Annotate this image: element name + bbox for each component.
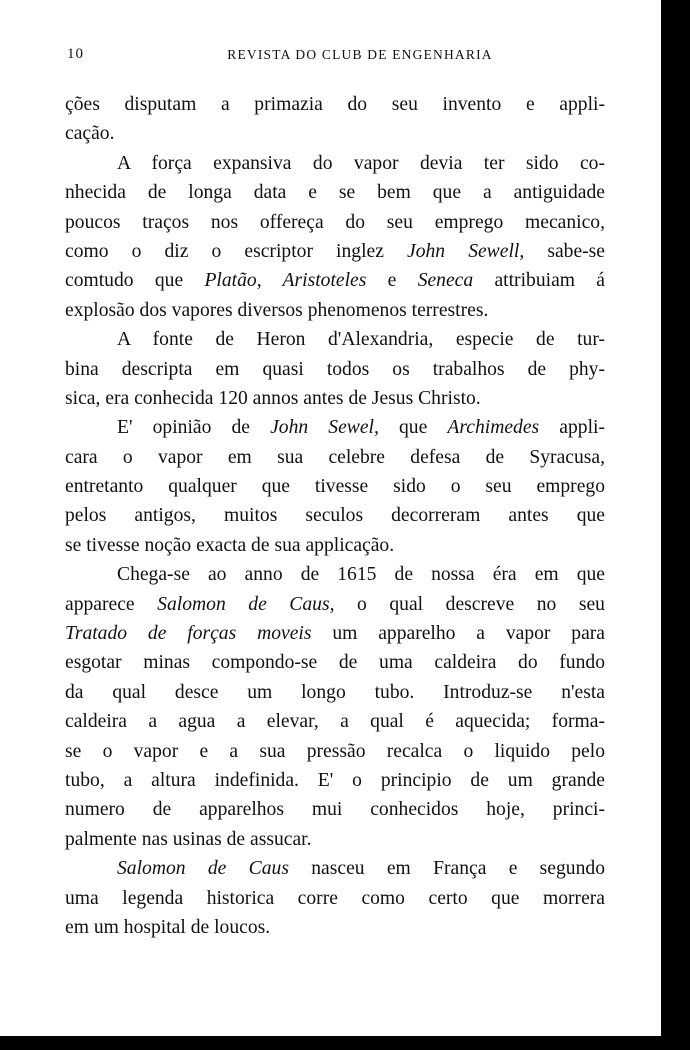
text-line: tubo, a altura indefinida. E' o principio de um grande — [65, 769, 605, 791]
text-run: nasceu em França e segundo — [288, 858, 605, 880]
text-run: que — [378, 417, 448, 439]
text-line: Chega-se ao anno de 1615 de nossa éra em que — [117, 564, 605, 586]
text-line: ções disputam a primazia do seu invento e appli- — [65, 94, 605, 115]
text-run: appli- — [539, 417, 605, 439]
text-run: apparece — [65, 593, 158, 615]
text-run: attribuiam á — [473, 270, 606, 292]
text-line: bina descripta em quasi todos os trabalhos de phy- — [65, 358, 605, 380]
running-title: REVISTA DO CLUB DE ENGENHARIA — [227, 47, 493, 62]
body-text — [65, 90, 605, 942]
text-line: poucos traços nos offereça do seu emprego mecanico, — [65, 211, 605, 233]
text-run: sabe-se — [524, 240, 605, 262]
text-line: entretanto qualquer que tivesse sido o seu emprego — [65, 476, 605, 498]
text-run: o qual descreve no seu — [334, 593, 605, 615]
text-line — [65, 619, 605, 648]
italic-phrase: Seneca — [417, 270, 474, 292]
text-line: sica, era conhecida 120 annos antes de Jesus Christo. — [65, 387, 481, 409]
text-line: A fonte de Heron d'Alexandria, especie de tur- — [117, 329, 605, 351]
italic-phrase: Tratado de forças moveis — [65, 623, 312, 645]
page-edge-gap — [647, 0, 661, 1036]
italic-phrase: Archimedes — [447, 417, 540, 439]
italic-phrase: Platão, Aristoteles — [204, 270, 367, 292]
text-run: comtudo que — [65, 270, 205, 292]
text-run: E' opinião de — [117, 417, 271, 439]
text-line: em um hospital de loucos. — [65, 916, 271, 938]
text-line: se tivesse noção exacta de sua applicação. — [65, 534, 395, 556]
text-line — [65, 266, 605, 295]
text-line — [65, 413, 605, 442]
text-line: da qual desce um longo tubo. Introduz-se n'esta — [65, 681, 605, 703]
text-line: A força expansiva do vapor devia ter sido co- — [117, 152, 605, 174]
text-line: esgotar minas compondo-se de uma caldeira do fundo — [65, 652, 605, 674]
text-line: se o vapor e a sua pressão recalca o liquido pelo — [65, 740, 605, 762]
page-number: 10 — [67, 46, 84, 62]
text-line: cação. — [65, 123, 115, 145]
text-line — [65, 854, 605, 883]
italic-phrase: John Sewell, — [407, 240, 525, 262]
italic-phrase: Salomon de Caus — [117, 858, 289, 880]
text-run: como o diz o escriptor inglez — [65, 240, 408, 262]
text-run: um apparelho a vapor para — [311, 623, 605, 645]
text-line — [65, 237, 605, 266]
italic-phrase: John Sewel, — [270, 417, 379, 439]
text-line: numero de apparelhos mui conhecidos hoje, princi- — [65, 799, 605, 821]
italic-phrase: Salomon de Caus, — [157, 593, 335, 615]
text-line: explosão dos vapores diversos phenomenos terrestres. — [65, 299, 489, 321]
text-line: palmente nas usinas de assucar. — [65, 828, 312, 850]
text-line: nhecida de longa data e se bem que a antiguidade — [65, 182, 605, 204]
text-run: e — [366, 270, 418, 292]
page-edge-corner — [647, 1036, 661, 1050]
text-line: caldeira a agua a elevar, a qual é aquecida; forma- — [65, 711, 605, 733]
text-line: pelos antigos, muitos seculos decorreram antes que — [65, 505, 605, 527]
text-line — [65, 590, 605, 619]
text-line: uma legenda historica corre como certo que morrera — [65, 887, 605, 909]
text-line: cara o vapor em sua celebre defesa de Syracusa, — [65, 446, 605, 468]
